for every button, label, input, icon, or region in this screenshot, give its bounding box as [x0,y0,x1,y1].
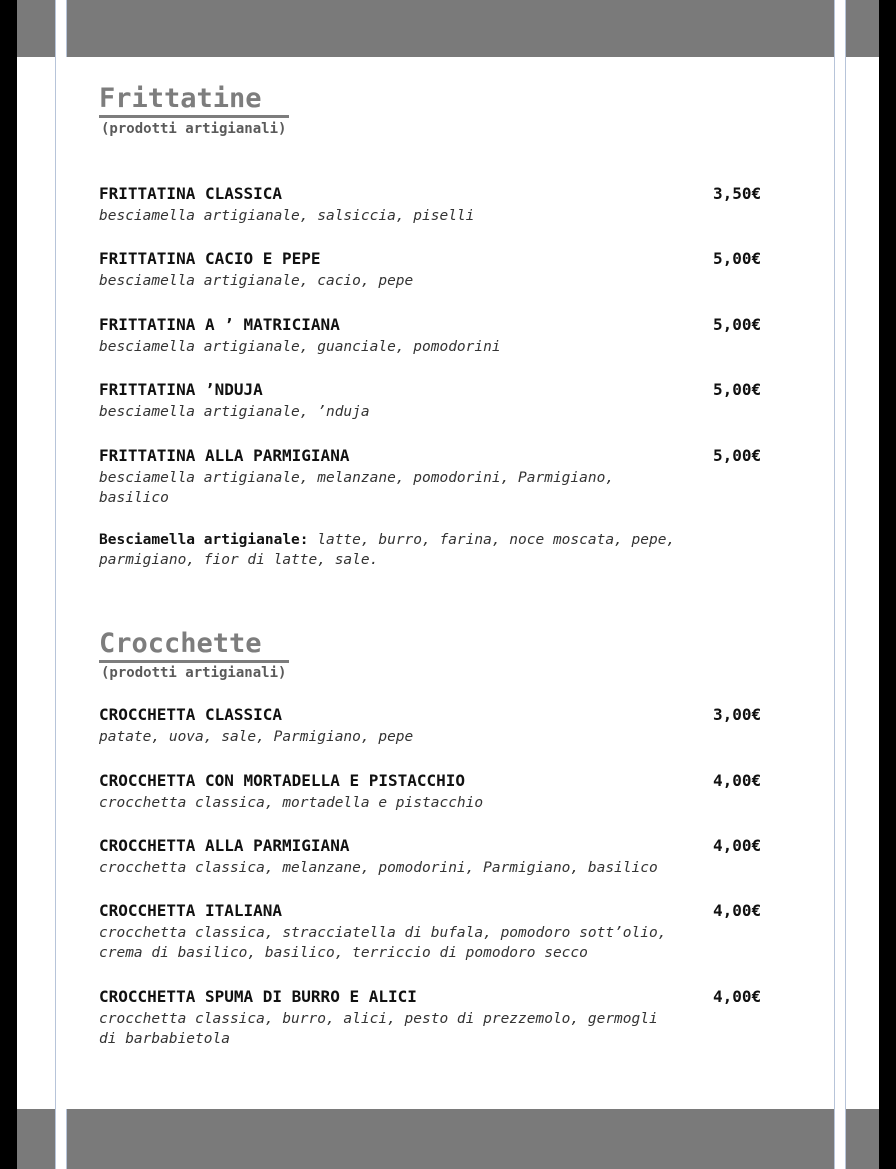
menu-item-price: 5,00€ [713,315,762,334]
menu-item-description: besciamella artigianale, salsiccia, piselli [99,208,475,224]
top-gray-band [0,0,896,57]
title-underline [99,660,289,663]
bottom-gray-band [0,1109,896,1169]
menu-item-name: CROCCHETTA ITALIANA [99,901,283,920]
left-guide-line [55,0,56,1169]
menu-item-name: FRITTATINA CACIO E PEPE [99,249,321,268]
menu-item-description: besciamella artigianale, guanciale, pomodorini [99,339,501,355]
note-text: latte, burro, farina, noce moscata, pepe, parmigiano, fior di latte, sale. [99,532,676,568]
section-subtitle: (prodotti artigianali) [101,121,287,137]
right-page-border [834,0,835,1169]
menu-item-price: 5,00€ [713,249,762,268]
besciamella-note [99,530,675,570]
menu-item-description: crocchetta classica, melanzane, pomodorini, Parmigiano, basilico [99,860,658,876]
left-page-gutter [56,0,66,1169]
menu-item-description: crocchetta classica, burro, alici, pesto di prezzemolo, germogli di barbabietola [99,1011,658,1047]
menu-item-description: besciamella artigianale, melanzane, pomodorini, Parmigiano, basilico [99,470,615,506]
menu-item-price: 3,50€ [713,184,762,203]
menu-item-description: crocchetta classica, mortadella e pistacchio [99,795,484,811]
menu-item-price: 5,00€ [713,446,762,465]
menu-item-name: CROCCHETTA SPUMA DI BURRO E ALICI [99,987,417,1006]
menu-item-price: 4,00€ [713,987,762,1006]
menu-item-price: 5,00€ [713,380,762,399]
menu-item-name: FRITTATINA A ’ MATRICIANA [99,315,340,334]
menu-item-name: CROCCHETTA CON MORTADELLA E PISTACCHIO [99,771,466,790]
menu-item-name: CROCCHETTA CLASSICA [99,705,283,724]
right-page-gutter [834,0,845,1169]
section-title-crocchette: Crocchette [99,628,262,659]
menu-item-name: FRITTATINA ’NDUJA [99,380,263,399]
right-guide-line [845,0,846,1169]
section-subtitle: (prodotti artigianali) [101,665,287,681]
note-label: Besciamella artigianale: [99,532,309,548]
menu-item-name: FRITTATINA ALLA PARMIGIANA [99,446,350,465]
menu-item-description: besciamella artigianale, cacio, pepe [99,273,414,289]
section-title-frittatine: Frittatine [99,83,262,114]
menu-item-price: 4,00€ [713,771,762,790]
menu-item-description: besciamella artigianale, ’nduja [99,404,370,420]
menu-item-description: crocchetta classica, stracciatella di bufala, pomodoro sott’olio, crema di basilico, basilico, terriccio di pomodoro secco [99,925,667,961]
menu-item-description: patate, uova, sale, Parmigiano, pepe [99,729,414,745]
left-black-edge [0,0,17,1169]
title-underline [99,115,289,118]
menu-item-price: 3,00€ [713,705,762,724]
menu-item-name: FRITTATINA CLASSICA [99,184,283,203]
menu-item-price: 4,00€ [713,901,762,920]
menu-item-price: 4,00€ [713,836,762,855]
menu-item-name: CROCCHETTA ALLA PARMIGIANA [99,836,350,855]
right-black-edge [879,0,896,1169]
